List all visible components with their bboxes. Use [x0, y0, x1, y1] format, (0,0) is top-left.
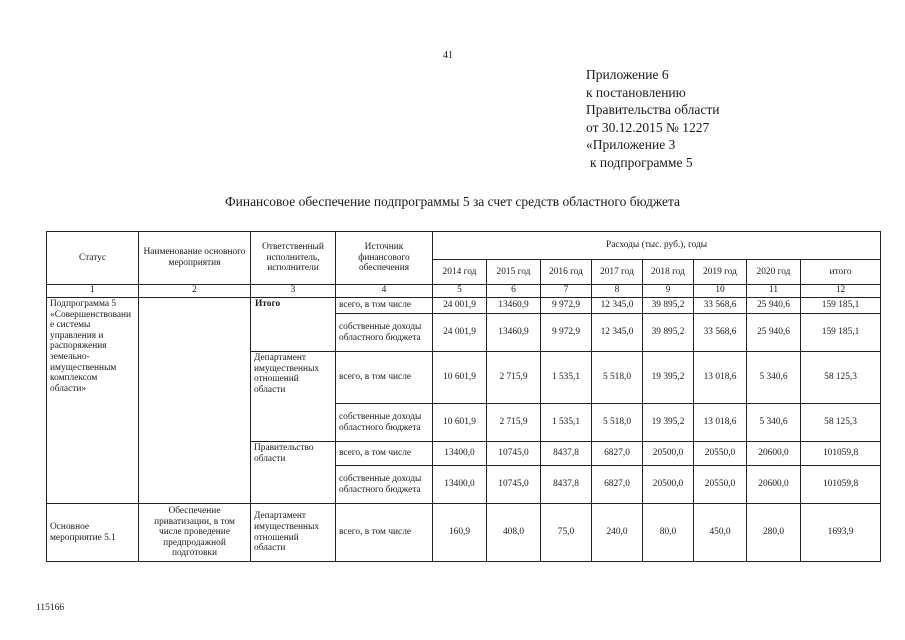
value-cell: 2 715,9	[487, 404, 541, 442]
appendix-block	[586, 66, 826, 172]
column-number: 3	[251, 285, 336, 298]
appendix-line: «Приложение 3	[586, 137, 676, 153]
value-cell: 19 395,2	[643, 404, 694, 442]
header-year: 2017 год	[592, 260, 643, 285]
appendix-line: к подпрограмме 5	[590, 154, 693, 170]
table-row	[47, 504, 881, 562]
value-cell: 5 518,0	[592, 404, 643, 442]
header-year: 2019 год	[694, 260, 747, 285]
financing-table	[46, 231, 881, 562]
header-source: Источник финансового обеспечения	[336, 232, 433, 285]
column-number: 4	[336, 285, 433, 298]
column-number: 7	[541, 285, 592, 298]
value-cell-total: 58 125,3	[801, 404, 881, 442]
value-cell: 20500,0	[643, 466, 694, 504]
page-number: 41	[443, 50, 453, 61]
footer-code: 115166	[36, 603, 65, 613]
column-number: 10	[694, 285, 747, 298]
value-cell: 13460,9	[487, 314, 541, 352]
value-cell-total: 1693,9	[801, 504, 881, 562]
value-cell: 39 895,2	[643, 314, 694, 352]
column-number-row	[47, 285, 881, 298]
value-cell: 6827,0	[592, 442, 643, 466]
main-event-name: Обеспечение приватизации, в том числе проведение предпродажной подготовки	[139, 504, 251, 562]
source-cell: всего, в том числе	[336, 442, 433, 466]
value-cell: 9 972,9	[541, 298, 592, 314]
value-cell: 12 345,0	[592, 314, 643, 352]
value-cell: 33 568,6	[694, 314, 747, 352]
column-number: 5	[433, 285, 487, 298]
value-cell: 20600,0	[747, 466, 801, 504]
value-cell: 9 972,9	[541, 314, 592, 352]
value-cell: 20500,0	[643, 442, 694, 466]
value-cell: 25 940,6	[747, 298, 801, 314]
main-event-executor: Департамент имущественных отношений области	[251, 504, 336, 562]
value-cell-total: 159 185,1	[801, 298, 881, 314]
value-cell: 75,0	[541, 504, 592, 562]
value-cell: 13 018,6	[694, 352, 747, 404]
column-number: 6	[487, 285, 541, 298]
source-cell: собственные доходы областного бюджета	[336, 314, 433, 352]
value-cell: 10745,0	[487, 442, 541, 466]
source-cell: всего, в том числе	[336, 298, 433, 314]
value-cell-total: 101059,8	[801, 466, 881, 504]
value-cell: 160,9	[433, 504, 487, 562]
value-cell: 8437,8	[541, 466, 592, 504]
value-cell: 5 518,0	[592, 352, 643, 404]
value-cell: 25 940,6	[747, 314, 801, 352]
value-cell: 24 001,9	[433, 314, 487, 352]
header-year: 2015 год	[487, 260, 541, 285]
value-cell: 6827,0	[592, 466, 643, 504]
value-cell: 12 345,0	[592, 298, 643, 314]
header-status: Статус	[47, 232, 139, 285]
value-cell-total: 58 125,3	[801, 352, 881, 404]
value-cell: 280,0	[747, 504, 801, 562]
header-total: итого	[801, 260, 881, 285]
value-cell: 39 895,2	[643, 298, 694, 314]
value-cell: 5 340,6	[747, 352, 801, 404]
value-cell: 10745,0	[487, 466, 541, 504]
value-cell: 19 395,2	[643, 352, 694, 404]
source-cell: всего, в том числе	[336, 352, 433, 404]
value-cell: 33 568,6	[694, 298, 747, 314]
header-year: 2014 год	[433, 260, 487, 285]
header-year: 2016 год	[541, 260, 592, 285]
value-cell: 13400,0	[433, 442, 487, 466]
main-event-status: Основное мероприятие 5.1	[47, 504, 139, 562]
value-cell: 13 018,6	[694, 404, 747, 442]
column-number: 2	[139, 285, 251, 298]
column-number: 8	[592, 285, 643, 298]
column-number: 1	[47, 285, 139, 298]
value-cell: 13460,9	[487, 298, 541, 314]
source-cell: собственные доходы областного бюджета	[336, 404, 433, 442]
appendix-line: к постановлению	[586, 84, 686, 100]
value-cell: 20550,0	[694, 442, 747, 466]
appendix-line: Правительства области	[586, 102, 720, 118]
appendix-line: Приложение 6	[586, 67, 669, 82]
header-year: 2020 год	[747, 260, 801, 285]
header-executor: Ответственный исполнитель, исполнители	[251, 232, 336, 285]
header-expenses: Расходы (тыс. руб.), годы	[433, 232, 881, 260]
source-cell: собственные доходы областного бюджета	[336, 466, 433, 504]
value-cell: 1 535,1	[541, 404, 592, 442]
header-row	[47, 232, 881, 260]
appendix-line: от 30.12.2015 № 1227	[586, 119, 710, 135]
value-cell: 80,0	[643, 504, 694, 562]
value-cell: 408,0	[487, 504, 541, 562]
header-year: 2018 год	[643, 260, 694, 285]
executor-government: Правительство области	[251, 442, 336, 504]
column-number: 12	[801, 285, 881, 298]
value-cell: 13400,0	[433, 466, 487, 504]
value-cell: 10 601,9	[433, 404, 487, 442]
subprogram-event-name	[139, 298, 251, 504]
value-cell: 5 340,6	[747, 404, 801, 442]
header-event-name: Наименование основного мероприятия	[139, 232, 251, 285]
value-cell: 240,0	[592, 504, 643, 562]
column-number: 11	[747, 285, 801, 298]
executor-department: Департамент имущественных отношений области	[251, 352, 336, 442]
value-cell: 1 535,1	[541, 352, 592, 404]
document-title: Финансовое обеспечение подпрограммы 5 за счет средств областного бюджета	[224, 194, 681, 209]
value-cell-total: 159 185,1	[801, 314, 881, 352]
subprogram-status: Подпрограмма 5 «Совершенствование системы управления и распоряжения земельно-имущественным комплексом области»	[47, 298, 139, 504]
value-cell: 20550,0	[694, 466, 747, 504]
value-cell: 450,0	[694, 504, 747, 562]
value-cell: 20600,0	[747, 442, 801, 466]
column-number: 9	[643, 285, 694, 298]
value-cell: 2 715,9	[487, 352, 541, 404]
value-cell: 10 601,9	[433, 352, 487, 404]
source-cell: всего, в том числе	[336, 504, 433, 562]
table-row	[47, 298, 881, 314]
executor-total: Итого	[251, 298, 336, 352]
value-cell: 8437,8	[541, 442, 592, 466]
value-cell-total: 101059,8	[801, 442, 881, 466]
value-cell: 24 001,9	[433, 298, 487, 314]
